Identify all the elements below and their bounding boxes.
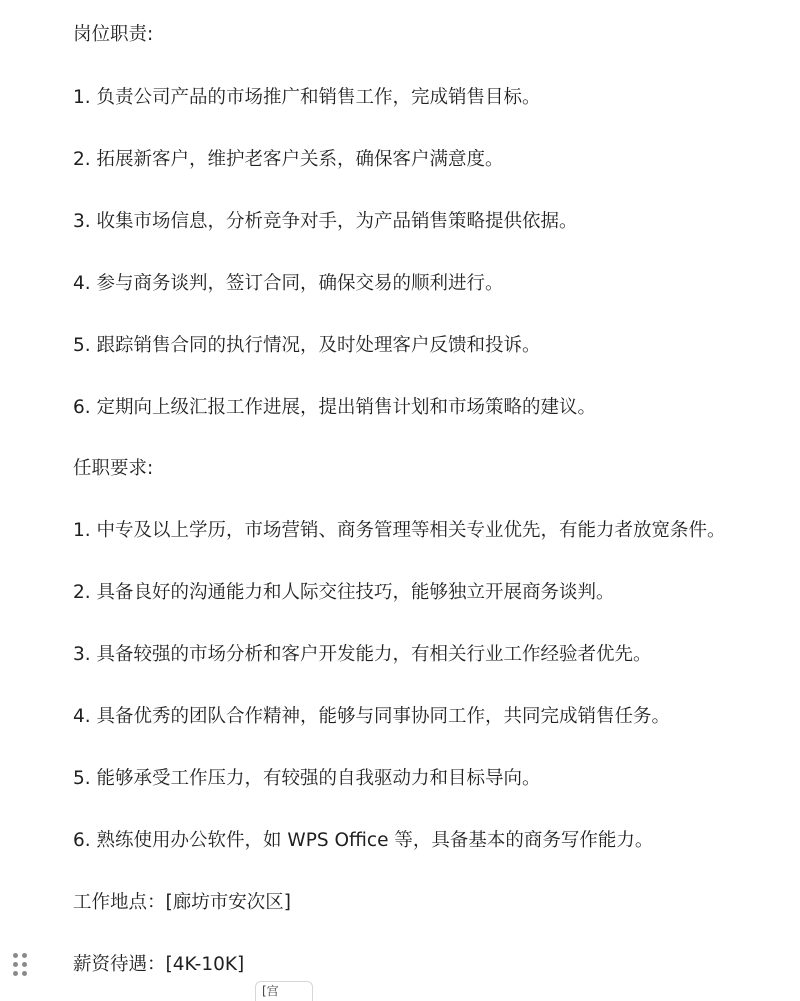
floating-chip[interactable]: [宫 — [255, 981, 313, 1001]
requirement-item-5: 5. 能够承受工作压力，有较强的自我驱动力和目标导向。 — [73, 768, 541, 789]
requirement-item-6: 6. 熟练使用办公软件，如 WPS Office 等，具备基本的商务写作能力。 — [73, 830, 654, 851]
drag-dot — [22, 971, 27, 976]
drag-dot — [13, 971, 18, 976]
requirement-item-2: 2. 具备良好的沟通能力和人际交往技巧，能够独立开展商务谈判。 — [73, 582, 615, 603]
duty-item-2: 2. 拓展新客户，维护老客户关系，确保客户满意度。 — [73, 149, 504, 170]
duties-heading: 岗位职责: — [73, 24, 154, 45]
drag-handle-icon[interactable] — [13, 953, 27, 977]
duty-item-4: 4. 参与商务谈判，签订合同，确保交易的顺利进行。 — [73, 273, 504, 294]
drag-dot — [22, 962, 27, 967]
duty-item-1: 1. 负责公司产品的市场推广和销售工作，完成销售目标。 — [73, 87, 541, 108]
requirement-item-4: 4. 具备优秀的团队合作精神，能够与同事协同工作，共同完成销售任务。 — [73, 706, 671, 727]
salary: 薪资待遇：[4K-10K] — [73, 954, 245, 975]
drag-dot — [13, 962, 18, 967]
duty-item-5: 5. 跟踪销售合同的执行情况，及时处理客户反馈和投诉。 — [73, 335, 541, 356]
drag-dot — [13, 953, 18, 958]
drag-dot — [22, 953, 27, 958]
requirements-heading: 任职要求: — [73, 458, 154, 479]
work-location: 工作地点：[廊坊市安次区] — [73, 892, 291, 913]
requirement-item-3: 3. 具备较强的市场分析和客户开发能力，有相关行业工作经验者优先。 — [73, 644, 652, 665]
duty-item-3: 3. 收集市场信息，分析竞争对手，为产品销售策略提供依据。 — [73, 211, 578, 232]
requirement-item-1: 1. 中专及以上学历，市场营销、商务管理等相关专业优先，有能力者放宽条件。 — [73, 520, 726, 541]
duty-item-6: 6. 定期向上级汇报工作进展，提出销售计划和市场策略的建议。 — [73, 397, 597, 418]
